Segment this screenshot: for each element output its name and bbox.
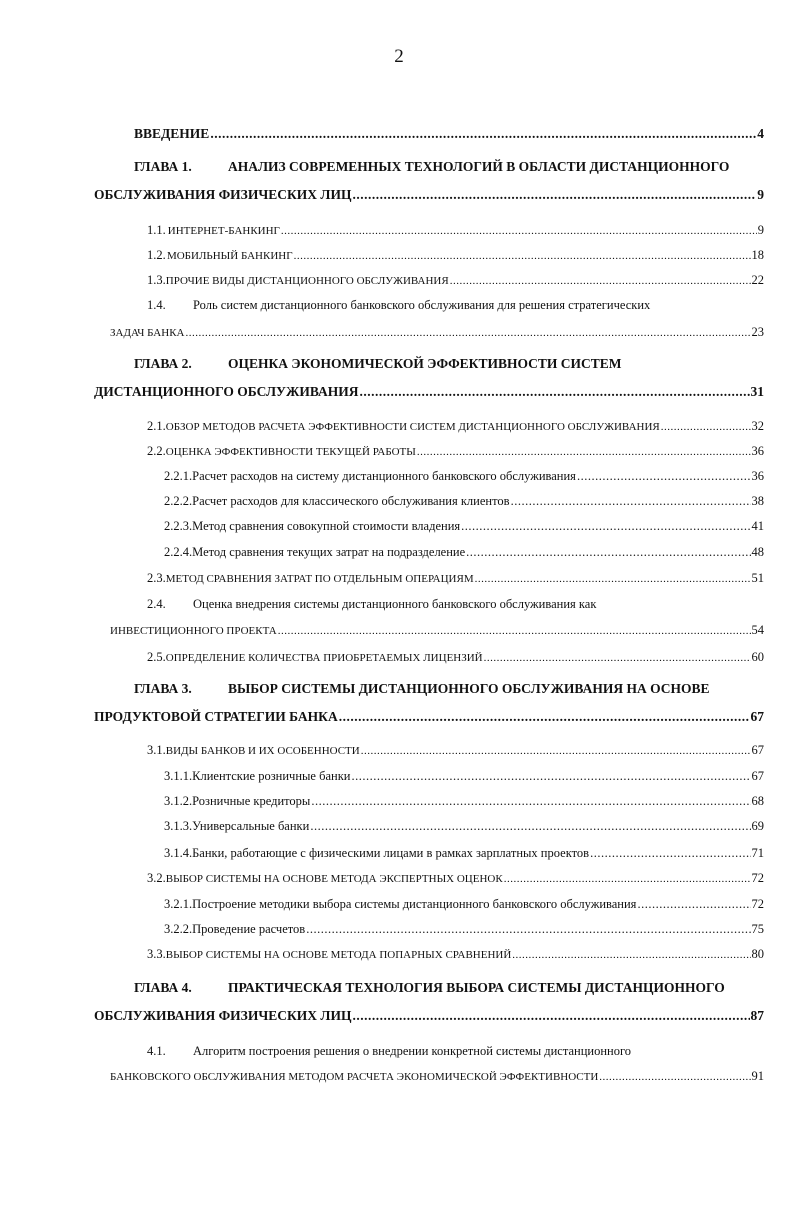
toc-entry[interactable] [147,946,764,963]
toc-entry [147,596,764,612]
toc-entry-title: Универсальные банки [192,819,310,833]
toc-chapter-heading [134,681,764,697]
toc-leader-dots [306,921,750,937]
toc-entry-number: 3.1. [147,743,166,757]
toc-leader-dots [590,845,750,861]
toc-entry-title: ИНТЕРНЕТ-БАНКИНГ [167,225,280,237]
toc-leader-dots [661,419,751,435]
toc-entry-title: Метод сравнения текущих затрат на подразделение [192,545,466,559]
toc-entry[interactable] [94,709,764,725]
toc-page-number: 41 [751,519,764,533]
toc-entry-number: 2.1. [147,419,166,433]
toc-entry-title: МОБИЛЬНЫЙ БАНКИНГ [166,250,293,262]
toc-leader-dots [352,1008,749,1024]
toc-leader-dots [511,493,751,509]
toc-page-number: 69 [751,819,764,833]
toc-page-number: 72 [751,897,764,911]
toc-entry[interactable] [164,921,764,937]
toc-entry-title: ИНВЕСТИЦИОННОГО ПРОЕКТА [110,625,277,637]
toc-entry-title: ВВЕДЕНИЕ [134,126,210,141]
toc-leader-dots [484,650,751,666]
toc-entry-number: 3.1.4. [164,846,193,860]
toc-entry[interactable] [147,247,764,264]
toc-page-number: 60 [751,650,764,664]
toc-entry-title: Роль систем дистанционного банковского обслуживания для решения стратегических [193,298,651,312]
toc-entry[interactable] [164,845,764,861]
toc-entry-title: МЕТОД СРАВНЕНИЯ ЗАТРАТ ПО ОТДЕЛЬНЫМ ОПЕРАЦИЯМ [165,573,474,585]
toc-entry[interactable] [164,544,764,560]
toc-entry[interactable] [110,324,764,341]
toc-page-number: 67 [751,769,764,783]
toc-page-number: 54 [751,623,764,637]
toc-entry-title: Оценка внедрения системы дистанционного банковского обслуживания как [193,597,597,611]
toc-entry-title: ПРОЧИЕ ВИДЫ ДИСТАНЦИОННОГО ОБСЛУЖИВАНИЯ [165,275,449,287]
toc-entry-number: 2.2.4. [164,545,193,559]
toc-entry-number: ГЛАВА 2. [134,356,192,371]
toc-entry[interactable] [164,793,764,809]
toc-entry-number: 2.2.1. [164,469,193,483]
toc-page-number: 48 [751,545,764,559]
toc-leader-dots [417,444,751,460]
toc-entry-title: ПРАКТИЧЕСКАЯ ТЕХНОЛОГИЯ ВЫБОРА СИСТЕМЫ ДИСТАНЦИОННОГО [228,980,725,995]
toc-page-number: 18 [751,248,764,262]
toc-entry-title: Алгоритм построения решения о внедрении конкретной системы дистанционного [193,1044,632,1058]
toc-entry-number: 1.4. [147,298,166,312]
toc-entry-number: ГЛАВА 4. [134,980,192,995]
toc-leader-dots [475,571,751,587]
toc-leader-dots [637,896,750,912]
toc-page-number: 91 [751,1069,764,1083]
toc-leader-dots [339,709,750,725]
toc-entry-title: ОБСЛУЖИВАНИЯ ФИЗИЧЕСКИХ ЛИЦ [94,187,352,202]
toc-page-number: 22 [751,273,764,287]
toc-entry-title: Клиентские розничные банки [192,769,351,783]
toc-entry-title: БАНКОВСКОГО ОБСЛУЖИВАНИЯ МЕТОДОМ РАСЧЕТА ЭКОНОМИЧЕСКОЙ ЭФФЕКТИВНОСТИ [110,1071,599,1083]
toc-page-number: 36 [751,444,764,458]
toc-entry[interactable] [147,742,764,759]
toc-chapter-heading [134,980,764,996]
toc-entry-title: Банки, работающие с физическими лицами в рамках зарплатных проектов [192,846,590,860]
toc-entry-title: ОБЗОР МЕТОДОВ РАСЧЕТА ЭФФЕКТИВНОСТИ СИСТЕМ ДИСТАНЦИОННОГО ОБСЛУЖИВАНИЯ [165,421,660,433]
toc-entry[interactable] [147,870,764,887]
toc-page-number: 23 [751,325,764,339]
toc-entry-title: Розничные кредиторы [192,794,311,808]
toc-entry-title: Проведение расчетов [192,922,306,936]
toc-leader-dots [359,384,749,400]
toc-entry[interactable] [164,768,764,784]
toc-entry[interactable] [94,1008,764,1024]
toc-page-number: 75 [751,922,764,936]
toc-entry-title: АНАЛИЗ СОВРЕМЕННЫХ ТЕХНОЛОГИЙ В ОБЛАСТИ ДИСТАНЦИОННОГО [228,159,730,174]
toc-page-number: 68 [751,794,764,808]
toc-entry[interactable] [110,1068,764,1085]
toc-page-number: 51 [751,571,764,585]
toc-page-number: 72 [751,871,764,885]
toc-entry-number: 3.2.1. [164,897,193,911]
toc-leader-dots [361,743,751,759]
toc-leader-dots [450,273,751,289]
toc-entry-number: 3.1.1. [164,769,193,783]
toc-entry-number: 2.4. [147,597,166,611]
toc-entry[interactable] [147,222,764,239]
toc-leader-dots [351,768,750,784]
toc-chapter-heading [134,356,764,372]
toc-entry-title: ОЦЕНКА ЭФФЕКТИВНОСТИ ТЕКУЩЕЙ РАБОТЫ [165,446,416,458]
toc-entry-title: ОБСЛУЖИВАНИЯ ФИЗИЧЕСКИХ ЛИЦ [94,1008,352,1023]
toc-entry-number: 2.2.2. [164,494,193,508]
toc-entry-number: 2.3. [147,571,166,585]
toc-entry[interactable] [134,126,764,142]
toc-entry-number: ГЛАВА 1. [134,159,192,174]
toc-entry-title: ВЫБОР СИСТЕМЫ ДИСТАНЦИОННОГО ОБСЛУЖИВАНИЯ НА ОСНОВЕ [228,681,710,696]
toc-entry[interactable] [110,622,764,639]
toc-page-number: 38 [751,494,764,508]
toc-leader-dots [210,126,756,142]
toc-leader-dots [461,518,750,534]
toc-entry-title: ПРОДУКТОВОЙ СТРАТЕГИИ БАНКА [94,709,338,724]
toc-entry-number: 2.5. [147,650,166,664]
toc-chapter-heading [134,159,764,175]
toc-entry[interactable] [147,443,764,460]
toc-leader-dots [352,187,756,203]
toc-entry-number: 4.1. [147,1044,166,1058]
toc-page-number: 9 [757,187,764,202]
toc-entry-number: 3.1.3. [164,819,193,833]
toc-leader-dots [310,818,750,834]
toc-leader-dots [311,793,750,809]
toc-leader-dots [599,1069,750,1085]
toc-entry-number: 3.3. [147,947,166,961]
toc-entry[interactable] [164,518,764,534]
toc-entry-title: ОПРЕДЕЛЕНИЕ КОЛИЧЕСТВА ПРИОБРЕТАЕМЫХ ЛИЦЕНЗИЙ [165,652,483,664]
toc-page-number: 67 [750,709,764,724]
toc-entry[interactable] [164,818,764,834]
toc-entry[interactable] [147,272,764,289]
toc-entry[interactable] [147,418,764,435]
toc-entry-title: Метод сравнения совокупной стоимости владения [192,519,461,533]
toc-leader-dots [466,544,750,560]
toc-leader-dots [278,623,751,639]
toc-entry-number: 1.3. [147,273,166,287]
toc-entry [147,297,764,313]
toc-entry-number: 1.2. [147,248,166,262]
toc-entry-number: 3.2.2. [164,922,193,936]
toc-page-number: 9 [757,223,764,237]
toc-entry[interactable] [147,649,764,666]
toc-leader-dots [281,223,757,239]
toc-entry-number: 1.1. [147,223,166,237]
toc-entry-title: Расчет расходов на систему дистанционного банковского обслуживания [192,469,576,483]
toc-entry[interactable] [164,493,764,509]
toc-leader-dots [504,871,751,887]
toc-page-number: 67 [751,743,764,757]
toc-entry-title: ЗАДАЧ БАНКА [110,327,185,339]
toc-entry-number: 3.1.2. [164,794,193,808]
toc-entry-number: ГЛАВА 3. [134,681,192,696]
toc-entry[interactable] [94,384,764,400]
toc-entry-title: ВЫБОР СИСТЕМЫ НА ОСНОВЕ МЕТОДА ЭКСПЕРТНЫХ ОЦЕНОК [165,873,503,885]
toc-page-number: 36 [751,469,764,483]
toc-leader-dots [577,468,751,484]
toc-leader-dots [294,248,751,264]
toc-entry-number: 2.2. [147,444,166,458]
toc-page-number: 32 [751,419,764,433]
toc-entry [147,1043,764,1059]
toc-entry[interactable] [164,468,764,484]
toc-entry-title: Расчет расходов для классического обслуживания клиентов [192,494,510,508]
toc-entry-title: ОЦЕНКА ЭКОНОМИЧЕСКОЙ ЭФФЕКТИВНОСТИ СИСТЕМ [228,356,622,371]
toc-entry-title: ВИДЫ БАНКОВ И ИХ ОСОБЕННОСТИ [165,745,360,757]
page-number: 2 [394,46,404,67]
toc-entry-title: ДИСТАНЦИОННОГО ОБСЛУЖИВАНИЯ [94,384,359,399]
toc-entry-number: 2.2.3. [164,519,193,533]
toc-page-number: 31 [750,384,764,399]
toc-entry[interactable] [94,187,764,203]
toc-page-number: 71 [751,846,764,860]
toc-entry[interactable] [164,896,764,912]
toc-page-number: 87 [750,1008,764,1023]
toc-entry-title: ВЫБОР СИСТЕМЫ НА ОСНОВЕ МЕТОДА ПОПАРНЫХ СРАВНЕНИЙ [165,949,512,961]
toc-page-number: 80 [751,947,764,961]
toc-page-number: 4 [757,126,764,141]
toc-entry-title: Построение методики выбора системы дистанционного банковского обслуживания [192,897,637,911]
toc-leader-dots [185,325,750,341]
toc-entry[interactable] [147,570,764,587]
toc-leader-dots [512,947,750,963]
toc-entry-number: 3.2. [147,871,166,885]
